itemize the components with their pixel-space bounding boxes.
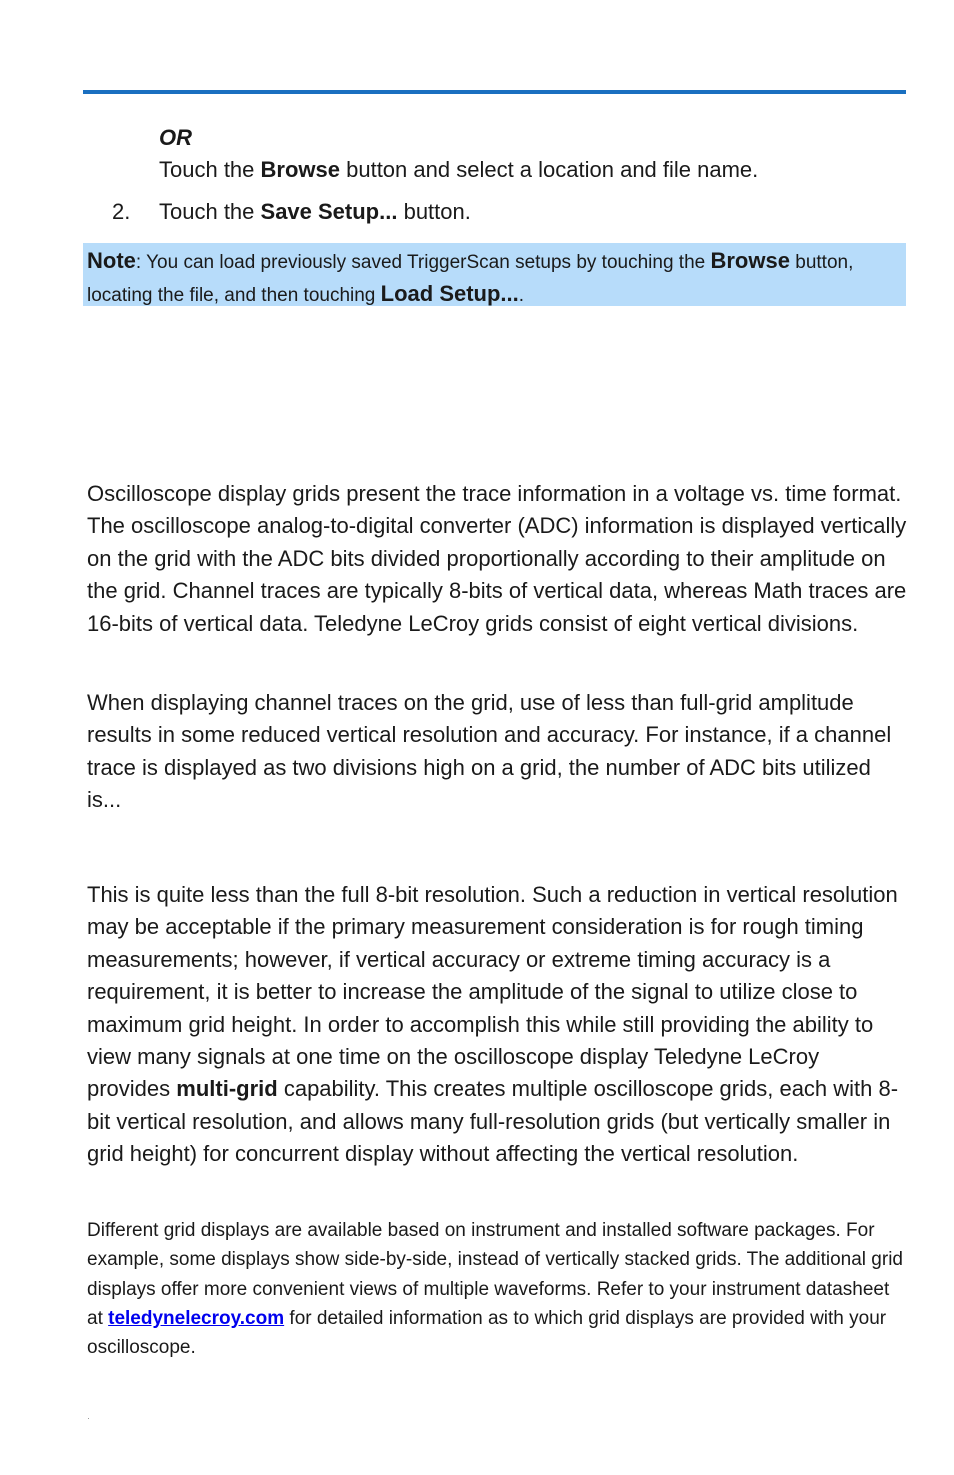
note-text-3: .: [518, 285, 525, 306]
note-text-2: button, locating the file, and then touching: [87, 252, 854, 306]
header-rule: [83, 90, 906, 94]
or-label: OR: [159, 125, 192, 150]
save-setup-keyword: Save Setup...: [260, 199, 398, 224]
note-label: Note: [87, 248, 136, 273]
browse-text-pre: Touch the: [159, 157, 261, 182]
grid-displays-text-b: for detailed information as to which grid displays are provided with your oscilloscope.: [87, 1307, 887, 1359]
multi-grid-keyword: multi-grid: [176, 1076, 278, 1102]
browse-instruction: [159, 157, 758, 183]
browse-text-post: button and select a location and file name.: [340, 157, 759, 182]
multi-grid-text-b: capability. This creates multiple oscilloscope grids, each with 8-bit vertical resolution, and allows many full-resolution grids (but vertically smaller in grid height) for concurrent display without affecting the vertical resolution.: [87, 1076, 899, 1167]
save-text-pre: Touch the: [159, 199, 261, 224]
save-instruction: [159, 199, 471, 225]
paragraph-channel-traces: When displaying channel traces on the grid, use of less than full-grid amplitude results in some reduced vertical resolution and accuracy. For instance, if a channel trace is displayed as two divisions high on a grid, the number of ADC bits utilized is...: [87, 690, 892, 813]
grid-displays-text-a: Different grid displays are available based on instrument and installed software packages. For example, some displays show side-by-side, instead of vertically stacked grids. The additional grid displays offer more convenient views of multiple waveforms. Refer to your instrument datasheet at: [87, 1220, 903, 1329]
note-text-1: : You can load previously saved TriggerScan setups by touching the: [135, 252, 711, 273]
paragraph-grid-displays: [87, 1216, 909, 1362]
step-number: 2.: [112, 199, 131, 224]
note-browse-keyword: Browse: [710, 248, 790, 273]
page-mark: [88, 1418, 89, 1419]
teledynelecroy-link[interactable]: teledynelecroy.com: [108, 1307, 285, 1329]
paragraph-display-grids: Oscilloscope display grids present the trace information in a voltage vs. time format. The oscilloscope analog-to-digital converter (ADC) information is displayed vertically on the grid with the ADC bits divided proportionally according to their amplitude on the grid. Channel traces are typically 8-bits of vertical data, whereas Math traces are 16-bits of vertical data. Teledyne LeCroy grids consist of eight vertical divisions.: [87, 481, 907, 636]
save-text-post: button.: [397, 199, 471, 224]
browse-keyword: Browse: [260, 157, 340, 182]
note-box: [83, 243, 906, 306]
multi-grid-text-a: This is quite less than the full 8-bit resolution. Such a reduction in vertical resolution may be acceptable if the primary measurement consideration is for rough timing measurements; however, if vertical accuracy or extreme timing accuracy is a requirement, it is better to increase the amplitude of the signal to utilize close to maximum grid height. In order to accomplish this while still providing the ability to view many signals at one time on the oscilloscope display Teledyne LeCroy provides: [87, 882, 898, 1102]
paragraph-multi-grid: [87, 879, 907, 1171]
note-load-setup-keyword: Load Setup...: [380, 281, 519, 306]
